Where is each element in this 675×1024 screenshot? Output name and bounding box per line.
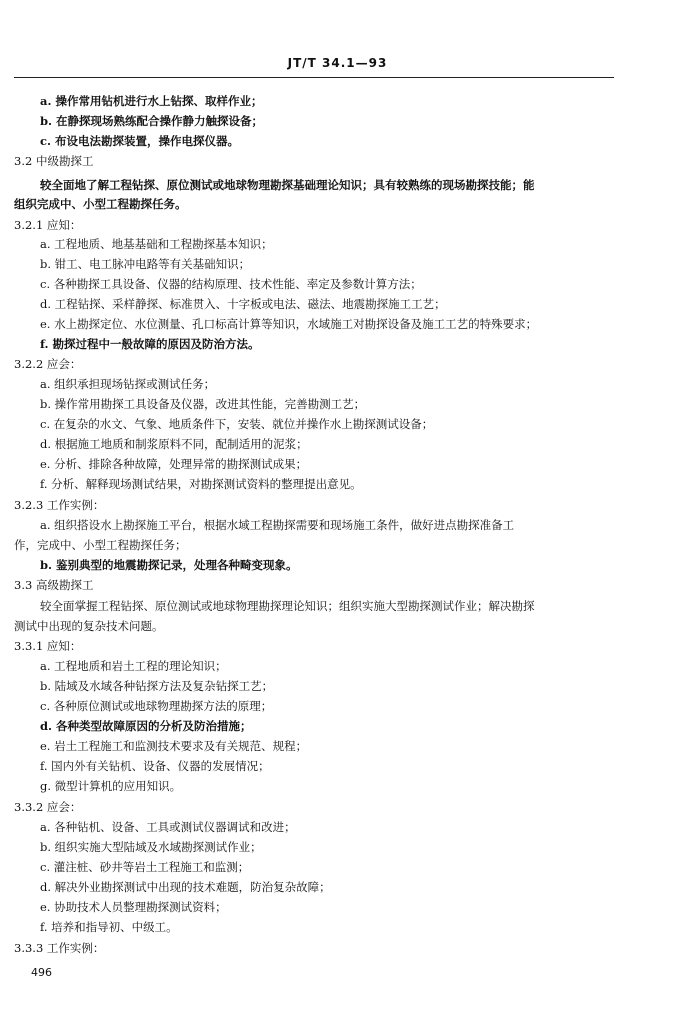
- item-3-2-2-c: c. 在复杂的水文、气象、地质条件下，安装、就位并操作水上勘探测试设备；: [40, 417, 434, 431]
- item-3-2-3-b: b. 鉴别典型的地震勘探记录，处理各种畸变现象。: [40, 558, 298, 572]
- item-3-2-3-a-2: 作，完成中、小型工程勘探任务；: [14, 538, 187, 552]
- item-3-3-1-g: g. 微型计算机的应用知识。: [40, 779, 182, 793]
- section-3-2-2-title: 3.2.2 应会：: [14, 357, 82, 371]
- item-3-3-2-d: d. 解决外业勘探测试中出现的技术难题，防治复杂故障；: [40, 880, 331, 894]
- section-3-3-desc-2: 测试中出现的复杂技术问题。: [14, 619, 164, 633]
- item-3-3-2-a: a. 各种钻机、设备、工具或测试仪器调试和改进；: [40, 820, 296, 834]
- item-3-3-1-f: f. 国内外有关钻机、设备、仪器的发展情况；: [40, 759, 270, 773]
- item-3-3-1-d: d. 各种类型故障原因的分析及防治措施；: [40, 719, 252, 733]
- item-3-2-1-c: c. 各种勘探工具设备、仪器的结构原理、技术性能、率定及参数计算方法；: [40, 277, 422, 291]
- item-3-2-2-a: a. 组织承担现场钻探或测试任务；: [40, 377, 216, 391]
- item-3-3-1-a: a. 工程地质和岩土工程的理论知识；: [40, 659, 227, 673]
- header-rule: [14, 77, 614, 78]
- item-3-2-3-a-1: a. 组织搭设水上勘探施工平台，根据水域工程勘探需要和现场施工条件，做好进点勘探准备工: [40, 518, 515, 532]
- page-number: 496: [31, 966, 52, 979]
- item-3-2-2-f: f. 分析、解释现场测试结果，对勘探测试资料的整理提出意见。: [40, 477, 362, 491]
- item-3-2-1-a: a. 工程地质、地基基础和工程勘探基本知识；: [40, 237, 273, 251]
- item-3-1-3-b: b. 在静探现场熟练配合操作静力触探设备；: [40, 114, 264, 128]
- item-3-3-1-e: e. 岩土工程施工和监测技术要求及有关规范、规程；: [40, 739, 308, 753]
- section-3-3-desc-1: 较全面掌握工程钻探、原位测试或地球物理勘探理论知识；组织实施大型勘探测试作业；解决勘探: [40, 599, 535, 613]
- item-3-3-2-c: c. 灌注桩、砂井等岩土工程施工和监测；: [40, 860, 250, 874]
- item-3-3-1-c: c. 各种原位测试或地球物理勘探方法的原理；: [40, 699, 273, 713]
- item-3-2-2-e: e. 分析、排除各种故障，处理异常的勘探测试成果；: [40, 457, 308, 471]
- item-3-3-2-f: f. 培养和指导初、中级工。: [40, 920, 178, 934]
- section-3-3-3-title: 3.3.3 工作实例：: [14, 941, 105, 955]
- section-3-3-1-title: 3.3.1 应知：: [14, 639, 82, 653]
- section-3-2-title: 3.2 中级勘探工: [14, 154, 94, 168]
- item-3-3-2-e: e. 协助技术人员整理勘探测试资料；: [40, 900, 227, 914]
- item-3-1-3-c: c. 布设电法勘探装置，操作电探仪器。: [40, 134, 240, 148]
- item-3-2-2-b: b. 操作常用勘探工具设备及仪器，改进其性能，完善勘测工艺；: [40, 397, 366, 411]
- section-3-2-desc-2: 组织完成中、小型工程勘探任务。: [14, 197, 187, 211]
- section-3-2-1-title: 3.2.1 应知：: [14, 218, 82, 232]
- page-header-code: JT/T 34.1—93: [287, 56, 388, 70]
- item-3-3-2-b: b. 组织实施大型陆域及水域勘探测试作业；: [40, 840, 262, 854]
- item-3-2-2-d: d. 根据施工地质和制浆原料不同，配制适用的泥浆；: [40, 437, 308, 451]
- section-3-2-desc-1: 较全面地了解工程钻探、原位测试或地球物理勘探基础理论知识；具有较熟练的现场勘探技能；能: [40, 178, 535, 192]
- item-3-1-3-a: a. 操作常用钻机进行水上钻探、取样作业；: [40, 94, 263, 108]
- item-3-2-1-d: d. 工程钻探、采样静探、标准贯入、十字板或电法、磁法、地震勘探施工工艺；: [40, 297, 446, 311]
- item-3-2-1-b: b. 钳工、电工脉冲电路等有关基础知识；: [40, 257, 251, 271]
- section-3-2-3-title: 3.2.3 工作实例：: [14, 498, 105, 512]
- item-3-3-1-b: b. 陆域及水域各种钻探方法及复杂钻探工艺；: [40, 679, 274, 693]
- item-3-2-1-e: e. 水上勘探定位、水位测量、孔口标高计算等知识，水域施工对勘探设备及施工工艺的特殊要求；: [40, 317, 538, 331]
- item-3-2-1-f: f. 勘探过程中一般故障的原因及防治方法。: [40, 337, 260, 351]
- section-3-3-2-title: 3.3.2 应会：: [14, 800, 82, 814]
- section-3-3-title: 3.3 高级勘探工: [14, 578, 94, 592]
